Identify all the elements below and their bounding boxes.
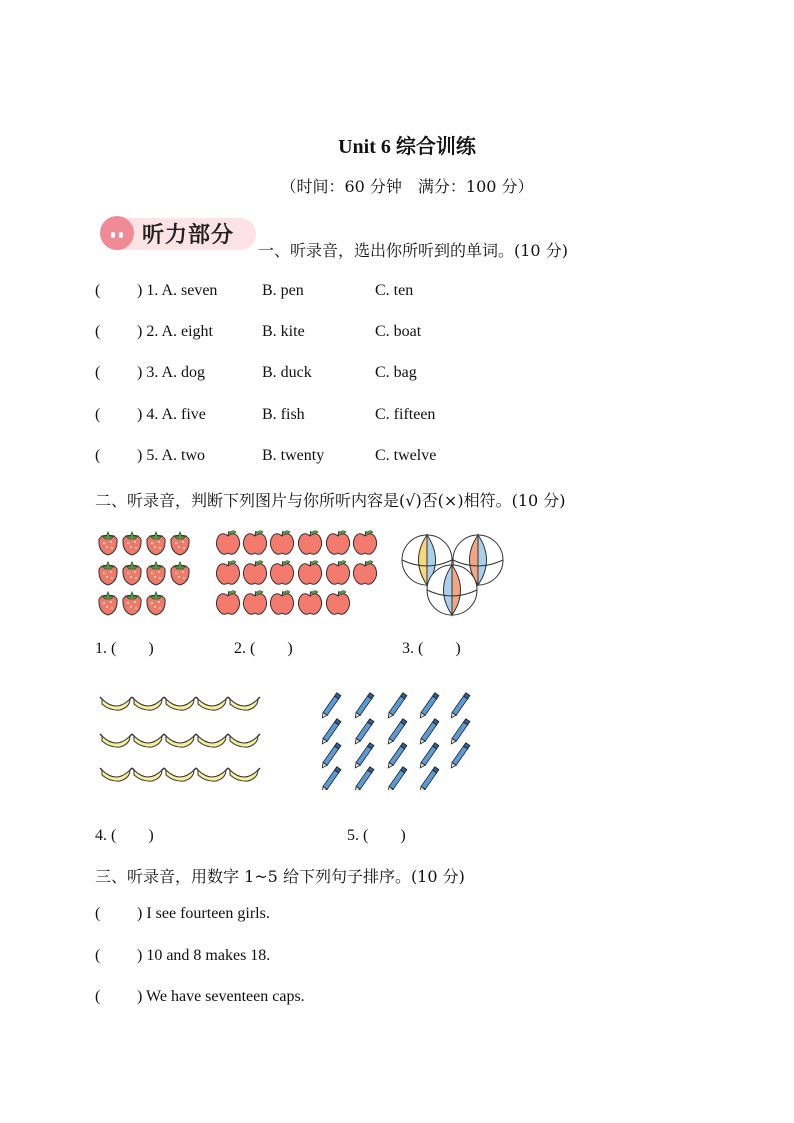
badge-label: 听力部分 <box>142 223 235 248</box>
page-title: Unit 6 综合训练 <box>338 136 476 158</box>
option-b: B. pen <box>262 282 304 299</box>
sentence: ) We have seventeen caps. <box>137 988 305 1005</box>
picture-answer-3[interactable]: 3. ( ) <box>402 640 461 657</box>
option-a: ) 2. A. eight <box>137 323 213 340</box>
part1-heading: 一、听录音，选出你所听到的单词。(10 分) <box>258 241 568 260</box>
option-c: C. boat <box>375 323 422 340</box>
order-blank[interactable]: ( <box>95 988 101 1005</box>
balls-picture <box>400 530 506 618</box>
option-c: C. twelve <box>375 447 437 464</box>
answer-blank[interactable]: ( <box>95 364 101 381</box>
option-b: B. kite <box>262 323 305 340</box>
bananas-picture <box>98 688 264 788</box>
option-c: C. ten <box>375 282 414 299</box>
answer-blank[interactable]: ( <box>95 282 101 299</box>
sentence: ) 10 and 8 makes 18. <box>137 947 271 964</box>
pens-picture <box>318 686 476 790</box>
order-blank[interactable]: ( <box>95 905 101 922</box>
option-c: C. bag <box>375 364 417 381</box>
answer-blank[interactable]: ( <box>95 447 101 464</box>
picture-answer-4[interactable]: 4. ( ) <box>95 827 154 844</box>
apples-picture <box>214 528 380 620</box>
answer-blank[interactable]: ( <box>95 406 101 423</box>
option-b: B. duck <box>262 364 312 381</box>
part3-heading: 三、听录音，用数字 1~5 给下列句子排序。(10 分) <box>95 867 465 886</box>
option-c: C. fifteen <box>375 406 436 423</box>
sentence: ) I see fourteen girls. <box>137 905 270 922</box>
option-a: ) 4. A. five <box>137 406 206 423</box>
option-a: ) 5. A. two <box>137 447 205 464</box>
order-blank[interactable]: ( <box>95 947 101 964</box>
picture-answer-1[interactable]: 1. ( ) <box>95 640 154 657</box>
answer-blank[interactable]: ( <box>95 323 101 340</box>
part2-heading: 二、听录音，判断下列图片与你所听内容是(√)否(×)相符。(10 分) <box>95 491 566 510</box>
ear-icon <box>100 216 134 250</box>
page-subtitle: （时间：60 分钟 满分：100 分） <box>280 177 534 196</box>
option-b: B. fish <box>262 406 305 423</box>
option-a: ) 3. A. dog <box>137 364 205 381</box>
option-b: B. twenty <box>262 447 325 464</box>
strawberries-picture <box>95 528 195 620</box>
picture-answer-2[interactable]: 2. ( ) <box>234 640 293 657</box>
option-a: ) 1. A. seven <box>137 282 218 299</box>
listening-badge <box>100 216 256 252</box>
picture-answer-5[interactable]: 5. ( ) <box>347 827 406 844</box>
